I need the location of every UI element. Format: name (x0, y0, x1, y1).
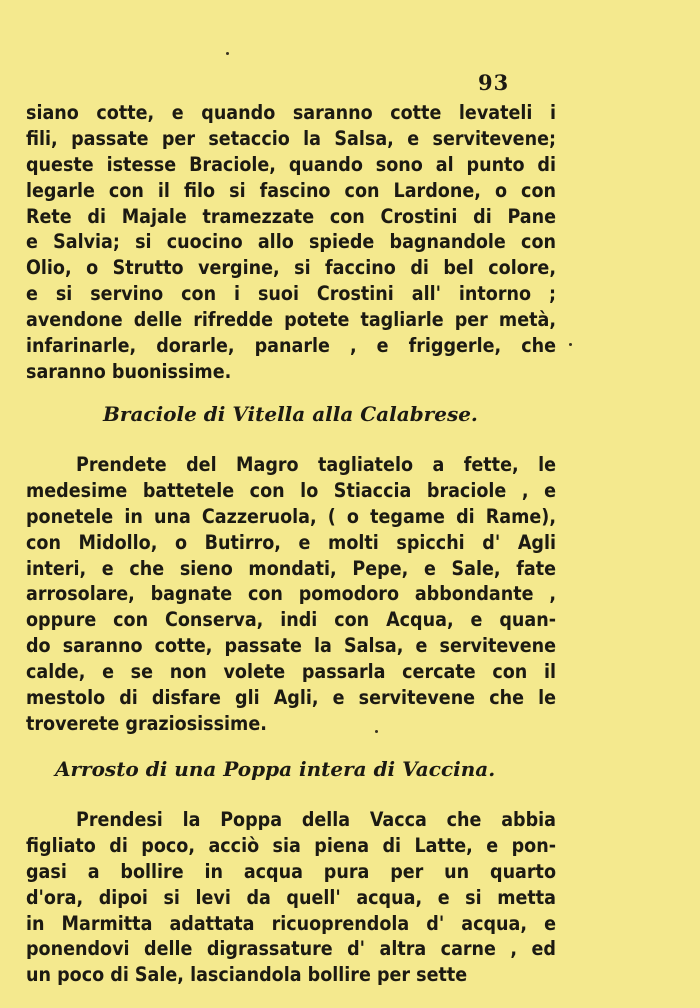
text-line: mestolo di disfare gli Agli, e servitevene che le (26, 686, 556, 710)
text-line: Rete di Majale tramezzate con Crostini di Pane (26, 204, 556, 228)
text-line: infarinarle, dorarle, panarle , e friggerle, che (26, 334, 556, 358)
recipe-body-arrosto (26, 807, 556, 988)
recipe-heading-braciole: Braciole di Vitella alla Calabrese. (103, 402, 478, 426)
text-line: calde, e se non volete passarla cercate con il (26, 660, 556, 684)
text-line: troverete graziosissime. (26, 711, 267, 735)
text-line: e si servino con i suoi Crostini all' intorno ; (26, 282, 556, 306)
text-line: arrosolare, bagnate con pomodoro abbondante , (26, 582, 556, 606)
text-line: queste istesse Braciole, quando sono al punto di (26, 152, 556, 176)
text-line: e Salvia; si cuocino allo spiede bagnandole con (26, 230, 556, 254)
text-line: ponetele in una Cazzeruola, ( o tegame di Rame), (26, 504, 556, 528)
text-line: Olio, o Strutto vergine, si faccino di bel colore, (26, 256, 556, 280)
text-line: un poco di Sale, lasciandola bollire per sette (26, 963, 468, 987)
page-number: 93 (478, 70, 510, 95)
print-speck (375, 730, 378, 733)
text-line: interi, e che sieno mondati, Pepe, e Sale, fate (26, 556, 556, 580)
text-line: in Marmitta adattata ricuoprendola d' acqua, e (26, 911, 556, 935)
text-line: Prendesi la Poppa della Vacca che abbia (76, 808, 556, 831)
text-line: con Midollo, o Butirro, e molti spicchi d' Agli (26, 530, 556, 554)
text-line: legarle con il filo si fascino con Lardone, o con (26, 178, 556, 202)
text-line: saranno buonissime. (26, 359, 232, 383)
text-line: siano cotte, e quando saranno cotte levateli i (26, 101, 556, 124)
print-speck (226, 52, 229, 55)
recipe-body-braciole (26, 452, 556, 737)
text-line: medesime battetele con lo Stiaccia braciole , e (26, 478, 556, 502)
text-line: do saranno cotte, passate la Salsa, e servitevene (26, 634, 556, 658)
text-line: avendone delle rifredde potete tagliarle per metà, (26, 308, 556, 332)
paragraph-continued (26, 100, 556, 385)
text-line: oppure con Conserva, indi con Acqua, e quan- (26, 608, 556, 632)
text-line: figliato di poco, acciò sia piena di Latte, e pon- (26, 833, 556, 857)
text-line: ponendovi delle digrassature d' altra carne , ed (26, 937, 556, 961)
text-line: Prendete del Magro tagliatelo a fette, le (76, 453, 556, 476)
text-line: fili, passate per setaccio la Salsa, e servitevene; (26, 126, 556, 150)
text-line: gasi a bollire in acqua pura per un quarto (26, 859, 556, 883)
print-speck (569, 343, 572, 346)
text-line: d'ora, dipoi si levi da quell' acqua, e si metta (26, 885, 556, 909)
recipe-heading-arrosto: Arrosto di una Poppa intera di Vaccina. (55, 757, 496, 781)
